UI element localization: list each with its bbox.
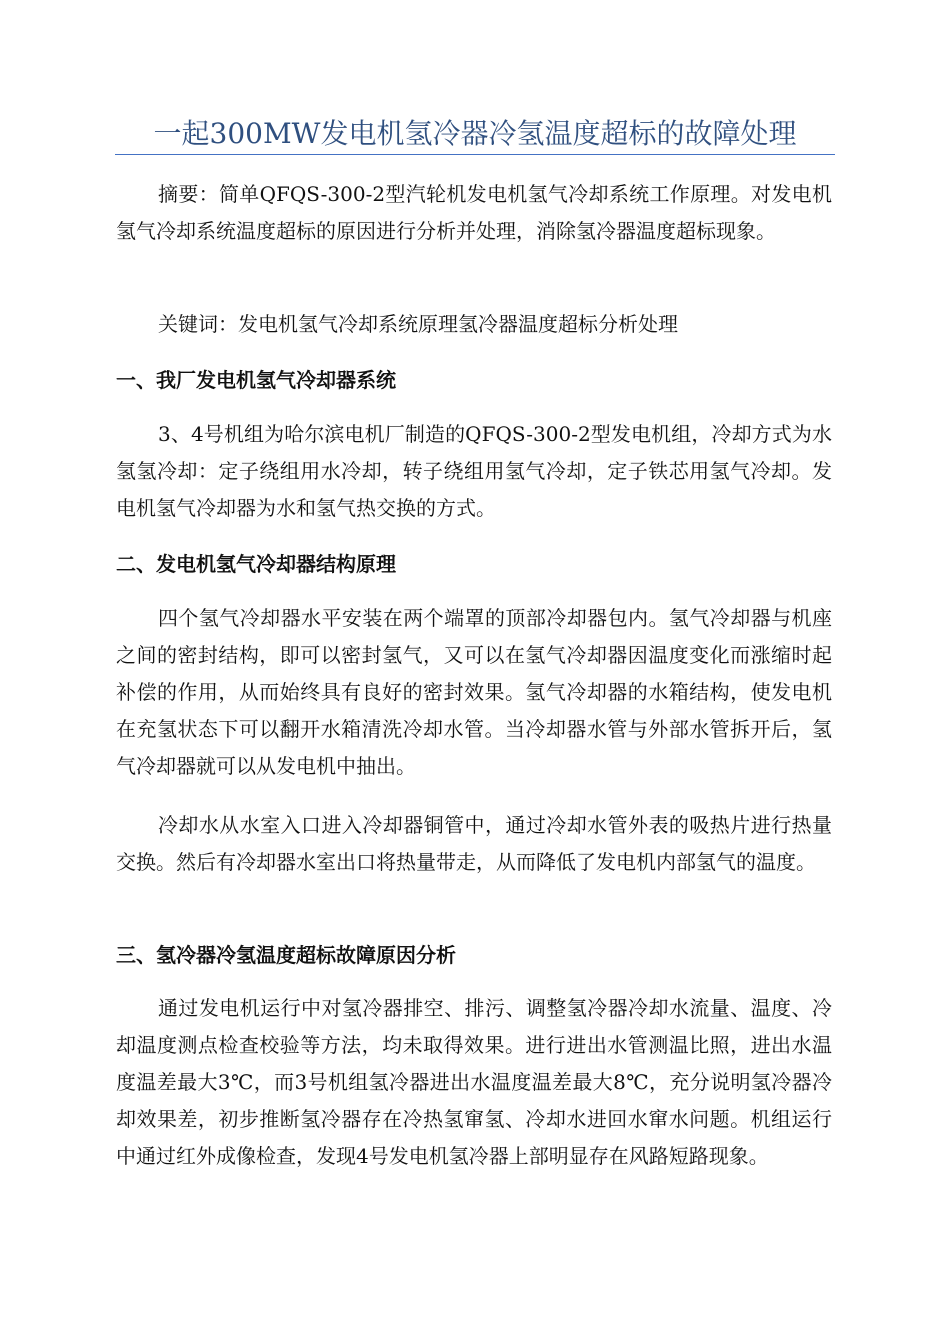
section-2-heading: 二、发电机氢气冷却器结构原理 bbox=[116, 552, 396, 576]
document-title: 一起300MW发电机氢冷器冷氢温度超标的故障处理 bbox=[153, 117, 797, 150]
section-1-paragraph-1: 3、4号机组为哈尔滨电机厂制造的QFQS-300-2型发电机组，冷却方式为水氢氢冷却：定子绕组用水冷却，转子绕组用氢气冷却，定子铁芯用氢气冷却。发电机氢气冷却器为水和氢气热交换的方式。 bbox=[116, 422, 832, 520]
section-1-heading: 一、我厂发电机氢气冷却器系统 bbox=[116, 368, 396, 392]
title-underline bbox=[115, 154, 835, 155]
section-3-heading: 三、氢冷器冷氢温度超标故障原因分析 bbox=[116, 943, 456, 967]
section-3-paragraph-1: 通过发电机运行中对氢冷器排空、排污、调整氢冷器冷却水流量、温度、冷却温度测点检查校验等方法，均未取得效果。进行进出水管测温比照，进出水温度温差最大3℃，而3号机组氢冷器进出水温度温差最大8℃，充分说明氢冷器冷却效果差，初步推断氢冷器存在冷热氢窜氢、冷却水进回水窜水问题。机组运行中通过红外成像检查，发现4号发电机氢冷器上部明显存在风路短路现象。 bbox=[116, 996, 832, 1168]
abstract-paragraph: 摘要：简单QFQS-300-2型汽轮机发电机氢气冷却系统工作原理。对发电机氢气冷却系统温度超标的原因进行分析并处理，消除氢冷器温度超标现象。 bbox=[116, 182, 832, 243]
keywords-paragraph: 关键词：发电机氢气冷却系统原理氢冷器温度超标分析处理 bbox=[158, 312, 678, 336]
section-2-paragraph-1: 四个氢气冷却器水平安装在两个端罩的顶部冷却器包内。氢气冷却器与机座之间的密封结构，即可以密封氢气，又可以在氢气冷却器因温度变化而涨缩时起补偿的作用，从而始终具有良好的密封效果。氢气冷却器的水箱结构，使发电机在充氢状态下可以翻开水箱清洗冷却水管。当冷却器水管与外部水管拆开后，氢气冷却器就可以从发电机中抽出。 bbox=[116, 606, 832, 778]
section-2-paragraph-2: 冷却水从水室入口进入冷却器铜管中，通过冷却水管外表的吸热片进行热量交换。然后有冷却器水室出口将热量带走，从而降低了发电机内部氢气的温度。 bbox=[116, 813, 832, 874]
